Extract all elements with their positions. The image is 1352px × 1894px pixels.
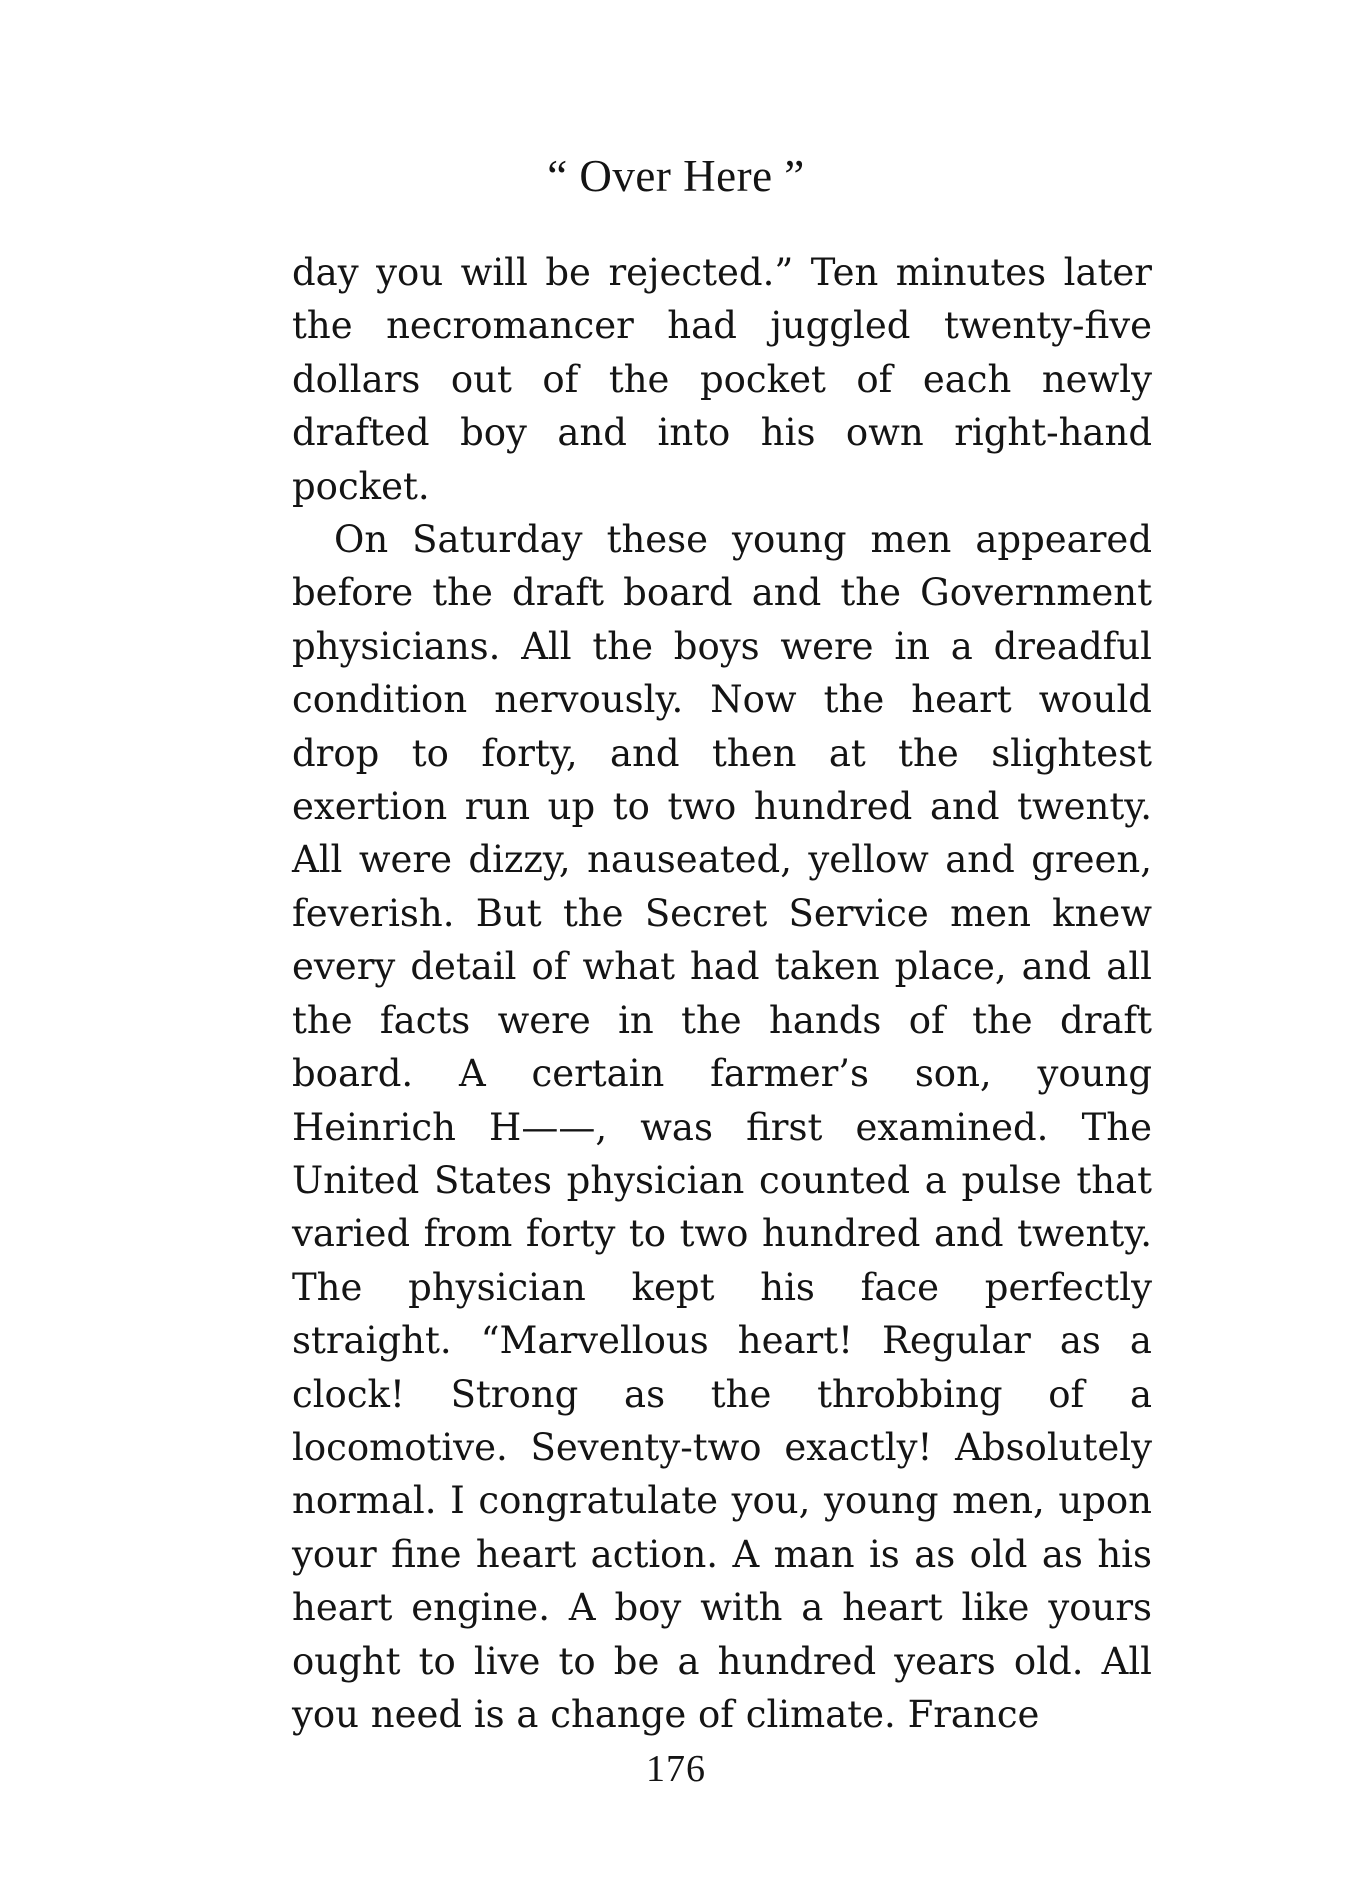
paragraph-draft-board: On Saturday these young men appeared before the draft board and the Government physicians. All the boys were in a dreadful condition nervously. Now the heart would drop to forty, and then at the slightest exertion run up to two hundred and twenty. All were dizzy, nauseated, yellow and green, feverish. But the Secret Service men knew every detail of what had taken place, and all the facts were in the hands of the draft board. A certain farmer’s son, young Heinrich H——, was first examined. The United States physician counted a pulse that varied from forty to two hundred and twenty. The physician kept his face perfectly straight. “Marvellous heart! Regular as a clock! Strong as the throbbing of a locomotive. Seventy-two exactly! Absolutely normal. I congratulate you, young men, upon your fine heart action. A man is as old as his heart engine. A boy with a heart like yours ought to live to be a hundred years old. All you need is a change of climate. France bbox=[292, 518, 1152, 1736]
running-head: “ Over Here ” bbox=[547, 151, 805, 201]
page-number: 176 bbox=[646, 1748, 706, 1790]
paragraph-continued: day you will be rejected.” Ten minutes later the necromancer had juggled twenty-five dollars out of the pocket of each newly drafted boy and into his own right-hand pocket. bbox=[292, 251, 1152, 508]
body-text bbox=[292, 246, 1152, 1741]
